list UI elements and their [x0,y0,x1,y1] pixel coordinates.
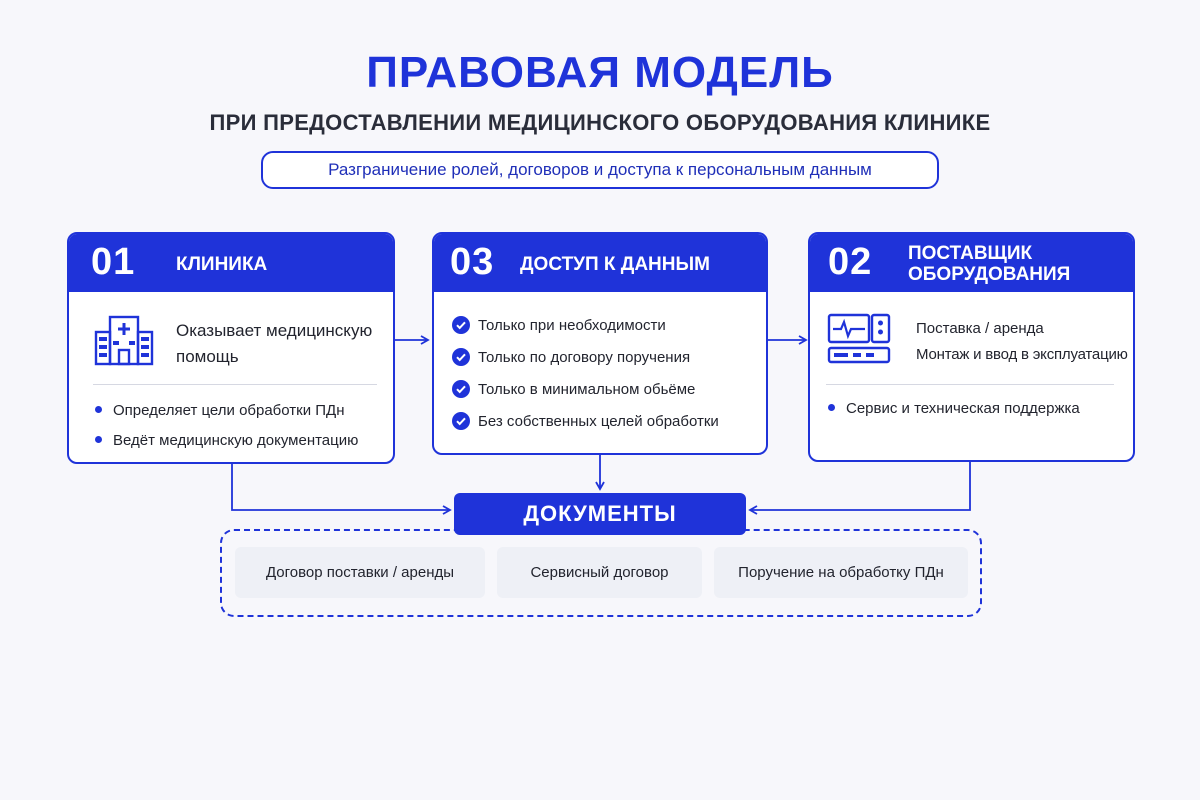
access-card-header [434,234,766,292]
check-circle-icon [452,348,470,366]
access-check-item: Только по договору поручения [452,348,690,366]
arrow-supplier-to-documents [750,462,970,510]
supplier-card-header [810,234,1133,292]
documents-header: ДОКУМЕНТЫ [454,493,746,535]
document-chip-service: Сервисный договор [497,547,702,598]
clinic-bullet: Определяет цели обработки ПДн [95,402,345,419]
page-title: ПРАВОВАЯ МОДЕЛЬ [366,48,834,97]
supplier-line-2: Монтаж и ввод в эксплуатацию [916,346,1128,363]
clinic-label: КЛИНИКА [176,254,268,275]
clinic-bullet: Ведёт медицинскую документацию [95,432,358,449]
clinic-number: 01 [91,241,136,283]
medical-monitor-icon [826,312,892,366]
check-circle-icon [452,316,470,334]
access-label: ДОСТУП К ДАННЫМ [520,254,710,275]
check-circle-icon [452,412,470,430]
supplier-label: ПОСТАВЩИК ОБОРУДОВАНИЯ [908,243,1071,285]
clinic-description: Оказывает медицинскую помощь [176,321,373,366]
clinic-card-header [69,234,393,292]
access-card [432,232,768,455]
tagline-pill: Разграничение ролей, договоров и доступа к персональным данным [261,151,939,189]
supplier-line-1: Поставка / аренда [916,320,1044,337]
clinic-divider [93,384,377,385]
clinic-card [67,232,395,464]
access-check-item: Только при необходимости [452,316,666,334]
supplier-number: 02 [828,241,873,283]
hospital-icon [93,314,155,366]
supplier-bullet: Сервис и техническая поддержка [828,400,1080,417]
supplier-card [808,232,1135,462]
document-chip-processing: Поручение на обработку ПДн [714,547,968,598]
check-circle-icon [452,380,470,398]
access-check-item: Без собственных целей обработки [452,412,719,430]
access-number: 03 [450,241,495,283]
arrow-clinic-to-documents [232,464,450,510]
page-subtitle: ПРИ ПРЕДОСТАВЛЕНИИ МЕДИЦИНСКОГО ОБОРУДОВАНИЯ КЛИНИКЕ [209,110,991,135]
document-chip-supply: Договор поставки / аренды [235,547,485,598]
supplier-divider [826,384,1114,385]
access-check-item: Только в минимальном обьёме [452,380,695,398]
